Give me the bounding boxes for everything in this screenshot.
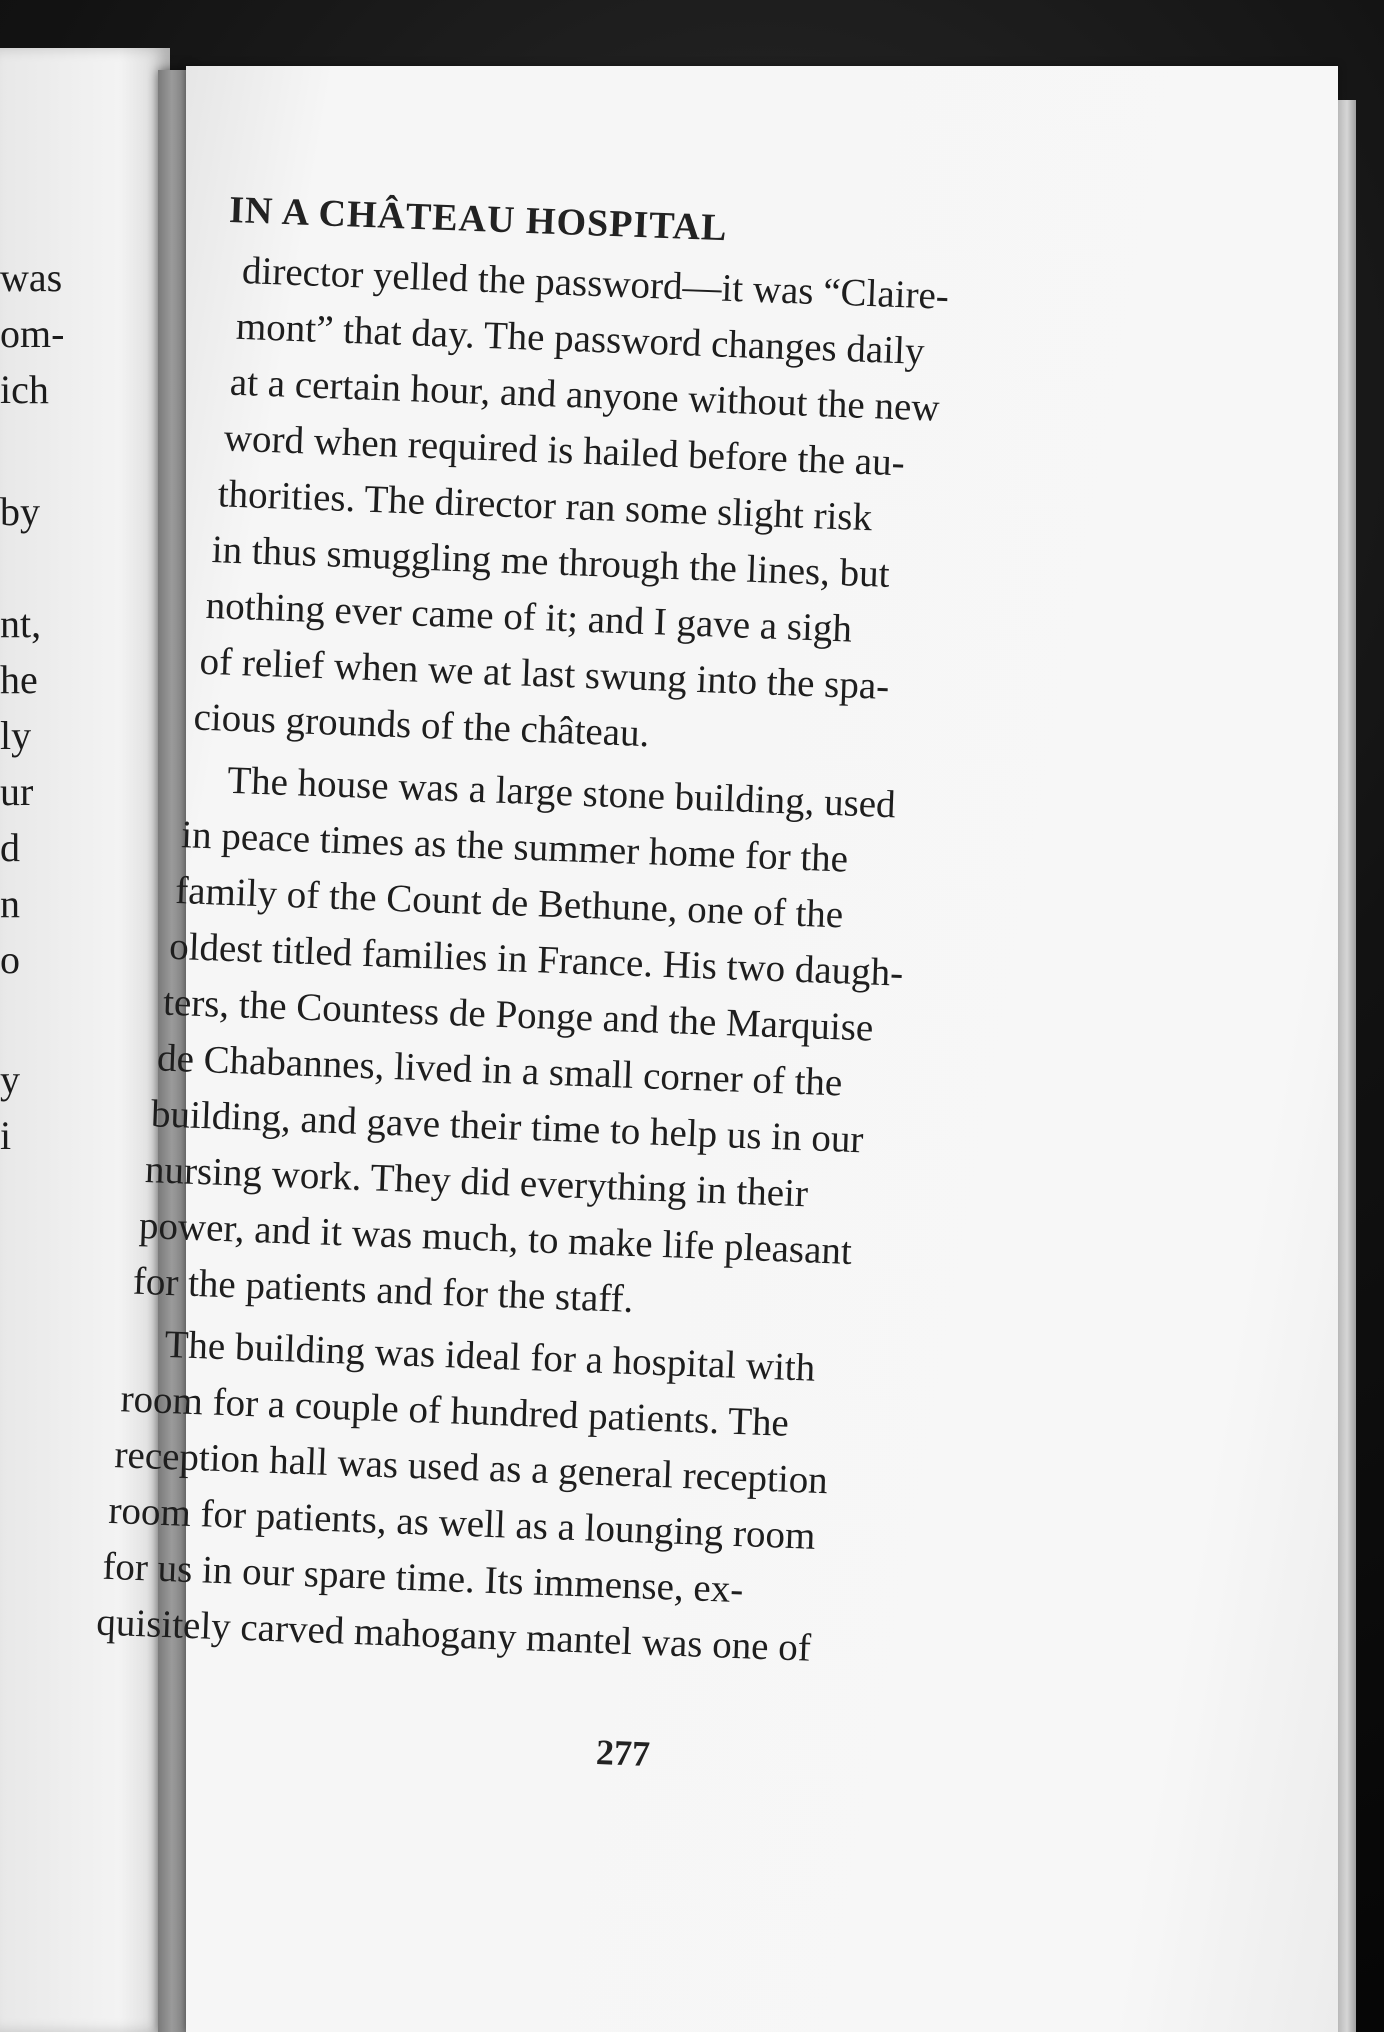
- text-line: nothing ever came of it; and I gave a sigh: [205, 583, 853, 651]
- previous-page-fragment: y: [0, 1057, 20, 1102]
- previous-page-fragment: o: [0, 937, 20, 982]
- running-head: IN A CHÂTEAU HOSPITAL: [228, 188, 729, 250]
- text-line: ters, the Countess de Ponge and the Marquise: [162, 980, 875, 1050]
- text-line: at a certain hour, and anyone without the new: [229, 360, 941, 430]
- previous-page-fragment: om-: [0, 311, 65, 356]
- text-line: room for patients, as well as a lounging room: [107, 1488, 817, 1558]
- text-line: quisitely carved mahogany mantel was one of: [95, 1600, 812, 1670]
- text-line: reception hall was used as a general reception: [113, 1433, 829, 1503]
- text-line: nursing work. They did everything in their: [144, 1148, 809, 1216]
- previous-page-fragment: d: [0, 825, 20, 870]
- text-line: director yelled the password—it was “Claire-: [241, 249, 950, 318]
- text-line: word when required is hailed before the au-: [223, 416, 906, 485]
- text-line: power, and it was much, to make life pleasant: [138, 1203, 853, 1273]
- text-line: oldest titled families in France. His two daugh-: [168, 924, 904, 995]
- previous-page-fragment: nt,: [0, 601, 42, 646]
- text-line: family of the Count de Bethune, one of the: [174, 868, 844, 937]
- previous-page-fragment: by: [0, 489, 40, 534]
- previous-page-fragment: he: [0, 657, 38, 702]
- text-line: cious grounds of the château.: [192, 695, 651, 756]
- page-edge: [1338, 100, 1356, 2032]
- previous-page-fragment: ly: [0, 713, 32, 758]
- previous-page-fragment: ur: [0, 769, 34, 814]
- text-line: de Chabannes, lived in a small corner of the: [156, 1036, 844, 1105]
- text-line: for the patients and for the staff.: [132, 1259, 635, 1322]
- text-line: building, and gave their time to help us in our: [150, 1092, 865, 1162]
- text-line: for us in our spare time. Its immense, ex-: [101, 1544, 745, 1612]
- text-line: room for a couple of hundred patients. The: [119, 1377, 790, 1445]
- paragraph-start-line: The house was a large stone building, used: [226, 758, 897, 827]
- previous-page-fragment: was: [0, 255, 63, 300]
- text-line: in peace times as the summer home for the: [180, 813, 849, 881]
- text-line: in thus smuggling me through the lines, but: [211, 528, 891, 596]
- previous-page-fragment: n: [0, 881, 20, 926]
- text-line: thorities. The director ran some slight risk: [217, 472, 873, 540]
- text-line: mont” that day. The password changes daily: [235, 304, 926, 374]
- page-number: 277: [595, 1732, 651, 1774]
- previous-page-fragment: i: [0, 1113, 12, 1158]
- previous-page: [0, 48, 170, 2032]
- paragraph-start-line: The building was ideal for a hospital with: [163, 1322, 817, 1390]
- text-line: of relief when we at last swung into the spa-: [198, 639, 890, 708]
- previous-page-fragment: ich: [0, 367, 49, 412]
